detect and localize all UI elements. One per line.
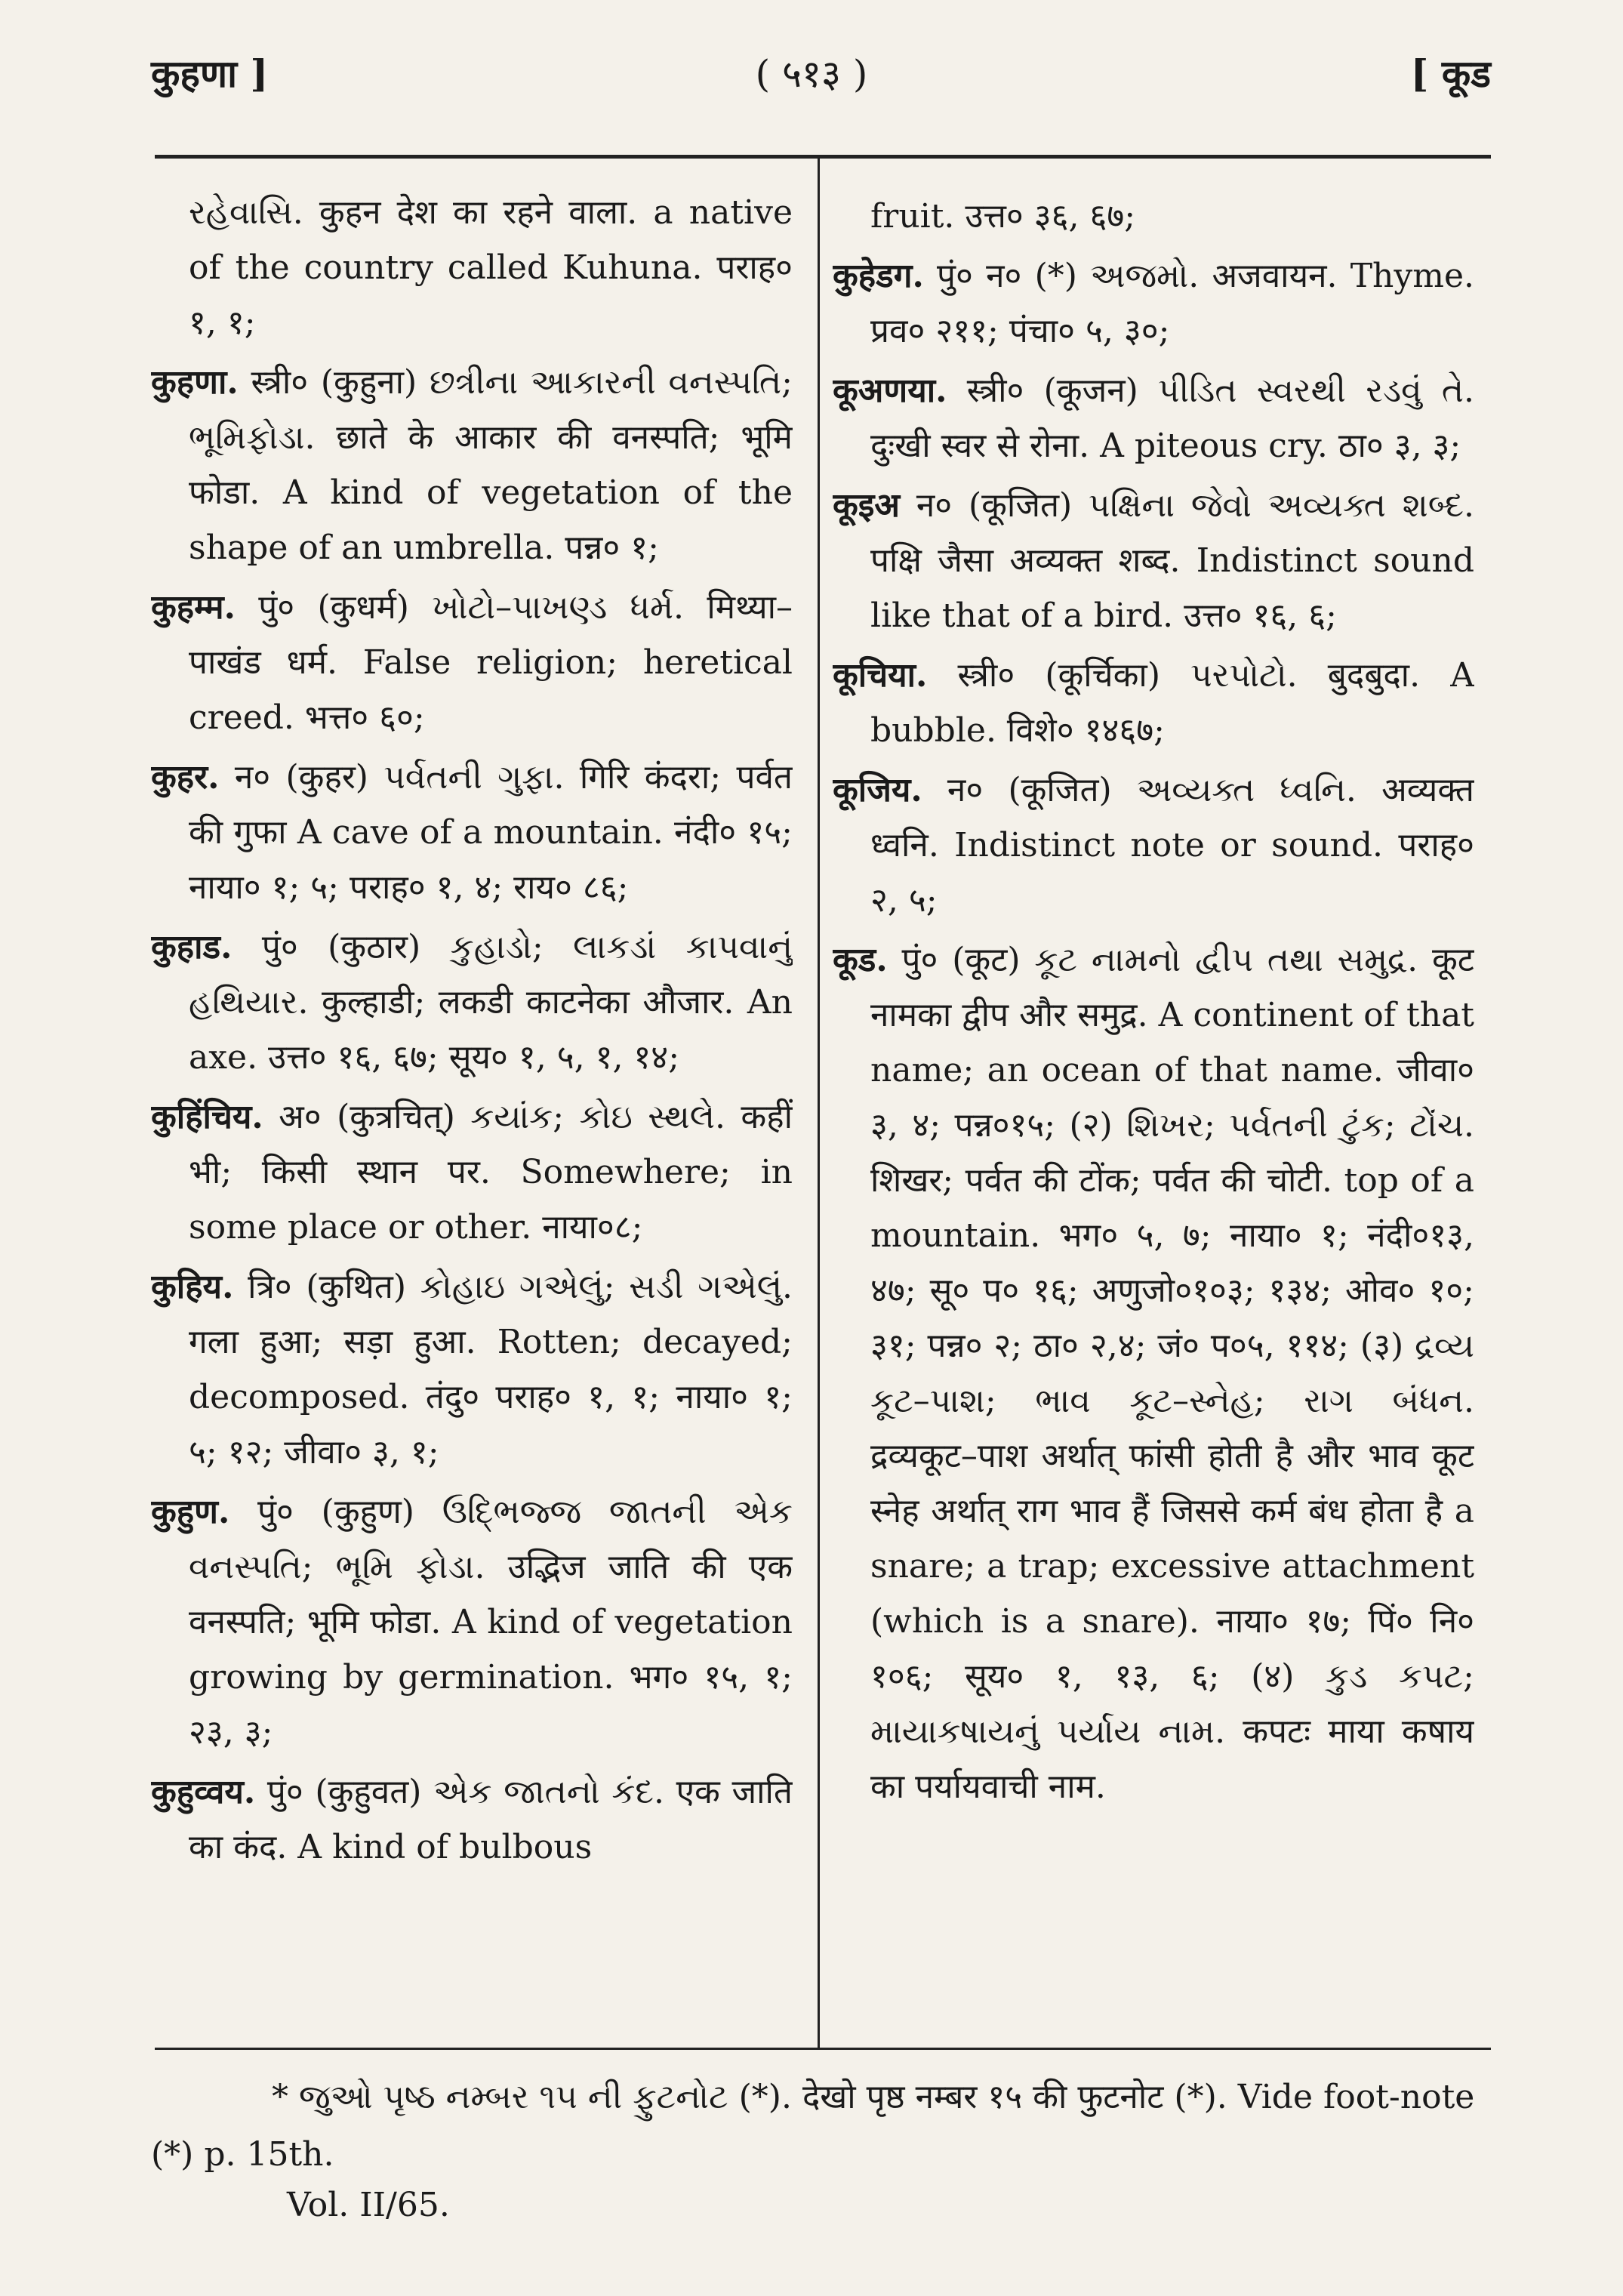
entry-text: स्त्री० (कुहुना) છત્રીના આકારની વનસ્પતિ; ભૂમિફોડા. छाते के आकार की वनस्पति; भूमि फोडा. A kind of vegetation of the shape of an umbrella. पन्न० १; bbox=[189, 363, 793, 567]
entry-headword: कुहाड. bbox=[151, 928, 233, 966]
left-column bbox=[151, 185, 793, 2035]
dictionary-entry bbox=[833, 478, 1474, 643]
entry-text: fruit. उत्त० ३६, ६७; bbox=[870, 197, 1136, 236]
entry-headword: कूजिय. bbox=[833, 771, 922, 809]
entry-headword: कुहणा. bbox=[151, 363, 239, 402]
page-number: ( ५१३ ) bbox=[755, 52, 868, 96]
dictionary-entry bbox=[833, 189, 1474, 244]
entry-text: न० (कूजित) પક્ષિના જેવો અવ્યક્ત શબ્દ. पक्षि जैसा अव्यक्त शब्द. Indistinct sound like that of a bird. उत्त० १६, ६; bbox=[870, 486, 1474, 635]
dictionary-entry bbox=[151, 1484, 793, 1760]
entry-text: अ० (कुत्रचित्) કયાંક; કોઇ સ્થલે. कहीं भी; किसी स्थान पर. Somewhere; in some place or other. नाया०८; bbox=[189, 1098, 793, 1247]
entry-text: पुं० (कुहुण) ઉદ્ભિજ્જ જાતની એક વનસ્પતિ; ભૂમિ ફોડા. उद्भिज जाति की एक वनस्पति; भूमि फोडा. A kind of vegetation growing by germination. भग० १५, १; २३, ३; bbox=[189, 1493, 793, 1752]
volume-mark: Vol. II/65. bbox=[287, 2186, 450, 2224]
entry-text: स्त्री० (कूर्चिका) પરપોટો. बुदबुदा. A bubble. विशे० १४६७; bbox=[870, 656, 1474, 750]
dictionary-entry bbox=[833, 763, 1474, 928]
entry-text: पुं० न० (*) અજમો. अजवायन. Thyme. प्रव० २११; पंचा० ५, ३०; bbox=[870, 257, 1474, 350]
dictionary-entry bbox=[833, 248, 1474, 359]
entry-headword: कुहम्म. bbox=[151, 588, 236, 627]
entry-headword: कूअणया. bbox=[833, 371, 947, 410]
entry-text: त्रि० (कुथित) કોહાઇ ગએલું; સડી ગએલું. गला हुआ; सड़ा हुआ. Rotten; decayed; decomposed. तंदु० पराह० १, १; नाया० १; ५; १२; जीवा० ३, १; bbox=[189, 1268, 793, 1472]
entry-headword: कुहर. bbox=[151, 758, 220, 797]
header-left-guideword: कुहणा ] bbox=[151, 51, 269, 96]
dictionary-entry bbox=[833, 363, 1474, 473]
dictionary-entry bbox=[833, 932, 1474, 1814]
entry-text: पुं० (कुठार) કુહાડો; લાકડાં કાપવાનું હથિયાર. कुल्हाडी; लकडी काटनेका औजार. An axe. उत्त० १६, ६७; सूय० १, ५, १, १४; bbox=[189, 928, 793, 1077]
entry-headword: कुहेडग. bbox=[833, 257, 924, 295]
dictionary-entry bbox=[151, 1259, 793, 1480]
entry-text: पुं० (कूट) કૂટ નામનો દ્વીપ તથા સમુદ્ર. कूट नामका द्वीप और समुद्र. A continent of that name; an ocean of that name. जीवा० ३, ४; पन्न०१५; (२) શિખર; પર્વતની ટુંક; ટોંચ. शिखर; पर्वत की टोंक; पर्वत की चोटी. top of a mountain. भग० ५, ७; नाया० १; नंदी०१३, ४७; सू० प० १६; अणुजो०१०३; १३४; ओव० १०; ३१; पन्न० २; ठा० २,४; जं० प०५, ११४; (३) દ્રવ્ય કૂટ–પાશ; ભાવ કૂટ–સ્નેહ; રાગ બંધન. द्रव्यकूट–पाश अर्थात् फांसी होती है और भाव कूट स्नेह अर्थात् राग भाव हैं जिससे कर्म बंध होता है a snare; a trap; excessive attachment (which is a snare). नाया० १७; पिं० नि० १०६; सूय० १, १३, ६; (४) કુડ કપટ; માયાકષાયનું પર્યાય નામ. कपटः माया कषाय का पर्यायवाची नाम. bbox=[870, 941, 1474, 1806]
entry-headword: कुहुव्वय. bbox=[151, 1773, 256, 1811]
bottom-rule bbox=[155, 2048, 1491, 2050]
dictionary-entry bbox=[151, 185, 793, 350]
entry-headword: कुहुण. bbox=[151, 1493, 230, 1531]
entry-headword: कुहिय. bbox=[151, 1268, 234, 1306]
dictionary-entry bbox=[151, 920, 793, 1085]
entry-headword: कूइअ bbox=[833, 486, 901, 525]
right-column bbox=[833, 189, 1474, 2039]
dictionary-entry bbox=[151, 750, 793, 915]
entry-text: રહેવાસિ. कुहन देश का रहने वाला. a native of the country called Kuhuna. पराह० १, १; bbox=[189, 193, 793, 342]
dictionary-entry bbox=[151, 1089, 793, 1255]
column-divider bbox=[818, 155, 820, 2050]
entry-text: न० (कुहर) પર્વતની ગુફા. गिरि कंदरा; पर्वत की गुफा A cave of a mountain. नंदी० १५; नाया० १; ५; पराह० १, ४; राय० ८६; bbox=[189, 758, 793, 907]
entry-text: न० (कूजित) અવ્યક્ત ધ્વનિ. अव्यक्त ध्वनि. Indistinct note or sound. पराह० २, ५; bbox=[870, 771, 1474, 920]
dictionary-entry bbox=[833, 648, 1474, 758]
header-right-guideword: [ कूड bbox=[1410, 51, 1491, 96]
entry-text: पुं० (कुधर्म) ખોટો–પાખણ્ડ ધર્મ. मिथ्या–पाखंड धर्म. False religion; heretical creed. भत्त० ६०; bbox=[189, 588, 793, 737]
dictionary-entry bbox=[151, 355, 793, 575]
dictionary-entry bbox=[151, 580, 793, 745]
entry-headword: कुहिंचिय. bbox=[151, 1098, 263, 1136]
footnote bbox=[151, 2069, 1491, 2184]
entry-headword: कूचिया. bbox=[833, 656, 928, 695]
top-rule bbox=[155, 155, 1491, 159]
dictionary-entry bbox=[151, 1764, 793, 1875]
entry-text: स्त्री० (कूजन) પીડિત સ્વરથી રડવું તે. दुःखी स्वर से रोना. A piteous cry. ठा० ३, ३; bbox=[870, 371, 1474, 465]
entry-text: पुं० (कुहुवत) એક જાતનો કંદ. एक जाति का कंद. A kind of bulbous bbox=[189, 1773, 793, 1866]
footnote-text: * જુઓ પૃષ્ઠ નમ્બર ૧૫ ની ફુટનોટ (*). देखो पृष्ठ नम्बर १५ की फुटनोट (*). Vide foot-note (*) p. 15th. bbox=[151, 2078, 1475, 2174]
entry-headword: कूड. bbox=[833, 941, 888, 979]
